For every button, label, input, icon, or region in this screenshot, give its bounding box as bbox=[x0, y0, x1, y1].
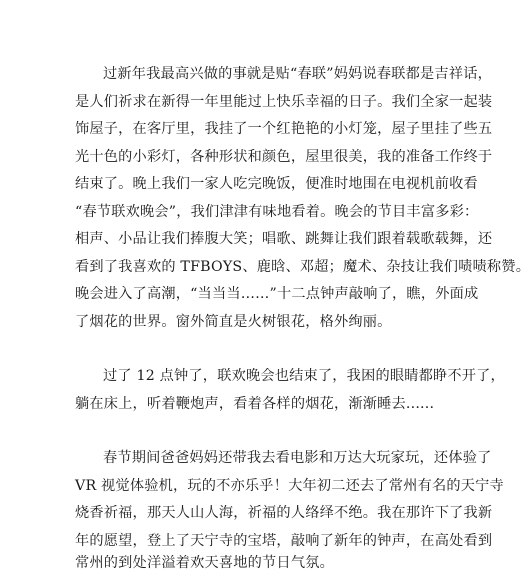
paragraph-1-line-3: 饰屋子，在客厅里，我挂了一个红艳艳的小灯笼，屋子里挂了些五 bbox=[75, 121, 493, 137]
paragraph-3-line-5: 常州的到处洋溢着欢天喜地的节日气氛。 bbox=[75, 555, 334, 571]
paragraph-1-line-6: “春节联欢晚会”，我们津津有味地看着。晚会的节目丰富多彩： bbox=[75, 204, 479, 220]
paragraph-1-line-5: 结束了。晚上我们一家人吃完晚饭，便准时地围在电视机前收看 bbox=[75, 176, 478, 192]
paragraph-3-line-3: 烧香祈福，那天人山人海，祈福的人络绎不绝。我在那许下了我新 bbox=[75, 505, 493, 521]
paragraph-3-line-1: 春节期间爸爸妈妈还带我去看电影和万达大玩家玩，还体验了 bbox=[103, 450, 492, 466]
paragraph-1-line-1: 过新年我最高兴做的事就是贴“春联”妈妈说春联都是吉祥话， bbox=[103, 66, 492, 82]
paragraph-2-line-1: 过了 12 点钟了，联欢晚会也结束了，我困的眼睛都睁不开了， bbox=[103, 368, 505, 384]
paragraph-1-line-10: 了烟花的世界。窗外简直是火树银花，格外绚丽。 bbox=[75, 314, 392, 330]
paragraph-1-line-4: 光十色的小彩灯，各种形状和颜色，屋里很美，我的准备工作终于 bbox=[75, 149, 493, 165]
paragraph-1-line-9: 晚会进入了高潮，“当当当……”十二点钟声敲响了，瞧，外面成 bbox=[75, 286, 479, 302]
paragraph-1-line-8: 看到了我喜欢的 TFBOYS、鹿晗、邓超；魔术、杂技让我们啧啧称赞。 bbox=[75, 259, 530, 275]
paragraph-3-line-4: 年的愿望，登上了天宁寺的宝塔，敲响了新年的钟声，在高处看到 bbox=[75, 533, 493, 549]
paragraph-1-line-2: 是人们祈求在新得一年里能过上快乐幸福的日子。我们全家一起装 bbox=[75, 94, 493, 110]
paragraph-2-line-2: 躺在床上，听着鞭炮声，看着各样的烟花，渐渐睡去...... bbox=[75, 396, 435, 412]
paragraph-3-line-2: VR 视觉体验机，玩的不亦乐乎！大年初二还去了常州有名的天宁寺 bbox=[75, 478, 504, 494]
paragraph-1-line-7: 相声、小品让我们捧腹大笑；唱歌、跳舞让我们跟着载歌载舞，还 bbox=[75, 231, 493, 247]
